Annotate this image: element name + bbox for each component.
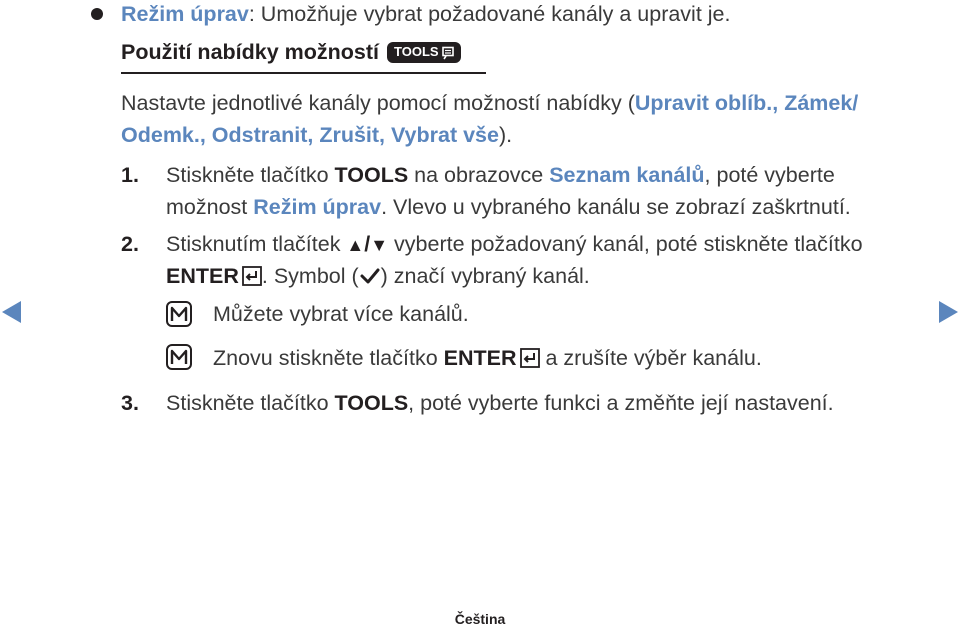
- step-2-text-3: . Symbol (: [261, 264, 359, 288]
- section-heading: [121, 40, 461, 65]
- step-1-channel-list: Seznam kanálů: [549, 163, 705, 187]
- step-2-number: 2.: [121, 232, 139, 256]
- intro-options: Upravit oblíb., Zámek/: [634, 91, 859, 115]
- tools-badge-label: TOOLS: [394, 44, 439, 60]
- step-1-number: 1.: [121, 163, 139, 187]
- enter-icon: [520, 348, 540, 368]
- note-1-text: Můžete vybrat více kanálů.: [213, 302, 469, 326]
- down-arrow-icon: ▼: [370, 235, 389, 255]
- step-1-text-5: . Vlevo u vybraného kanálu se zobrazí zaškrtnutí.: [381, 195, 851, 219]
- step-2-slash: /: [364, 232, 371, 256]
- check-icon: [359, 266, 381, 286]
- step-2-text: Stisknutím tlačítek: [166, 232, 347, 256]
- bullet-icon: [91, 8, 103, 20]
- step-2-line-1: [166, 231, 863, 258]
- step-1-edit-mode: Režim úprav: [253, 195, 382, 219]
- footer-language: Čeština: [454, 611, 506, 627]
- step-2-enter: ENTER: [166, 264, 239, 288]
- note-icon: [165, 300, 193, 328]
- intro-line-2: [121, 122, 512, 148]
- step-2-text-4: ) značí vybraný kanál.: [380, 264, 590, 288]
- bullet-line: [121, 1, 731, 27]
- bullet-term: Režim úprav: [121, 2, 249, 26]
- step-3-text-2: , poté vyberte funkci a změňte její nastavení.: [408, 391, 834, 415]
- enter-icon: [242, 266, 262, 286]
- step-3-line: [166, 390, 834, 416]
- note-2-line: [213, 345, 762, 371]
- step-1-text-3: , poté vyberte: [704, 163, 835, 187]
- tools-badge: [387, 42, 461, 63]
- note-icon: [165, 343, 193, 371]
- intro-text: Nastavte jednotlivé kanály pomocí možností nabídky (: [121, 91, 635, 115]
- step-1-tools: TOOLS: [334, 163, 409, 187]
- step-1-line-1: [166, 162, 835, 188]
- next-page-arrow-icon[interactable]: [939, 301, 958, 323]
- step-3-number: 3.: [121, 391, 139, 415]
- up-arrow-icon: ▲: [346, 235, 365, 255]
- intro-close: ).: [498, 123, 513, 147]
- section-underline: [121, 72, 486, 74]
- bullet-text: : Umožňuje vybrat požadované kanály a upravit je.: [248, 2, 731, 26]
- step-2-line-2: [166, 263, 590, 289]
- intro-line-1: [121, 90, 858, 116]
- step-1-text-4: možnost: [166, 195, 254, 219]
- prev-page-arrow-icon[interactable]: [2, 301, 21, 323]
- step-3-text: Stiskněte tlačítko: [166, 391, 335, 415]
- note-2-text: Znovu stiskněte tlačítko: [213, 346, 444, 370]
- note-2-enter: ENTER: [443, 346, 517, 370]
- note-2-text-2: a zrušíte výběr kanálu.: [539, 346, 762, 370]
- step-1-text-2: na obrazovce: [408, 163, 550, 187]
- step-1-line-2: [166, 194, 851, 220]
- tools-icon: [441, 46, 455, 60]
- step-3-tools: TOOLS: [334, 391, 409, 415]
- step-1-text: Stiskněte tlačítko: [166, 163, 335, 187]
- intro-options-cont: Odemk., Odstranit, Zrušit, Vybrat vše: [121, 123, 499, 147]
- section-title: Použití nabídky možností: [121, 40, 380, 64]
- step-2-text-2: vyberte požadovaný kanál, poté stiskněte tlačítko: [388, 232, 863, 256]
